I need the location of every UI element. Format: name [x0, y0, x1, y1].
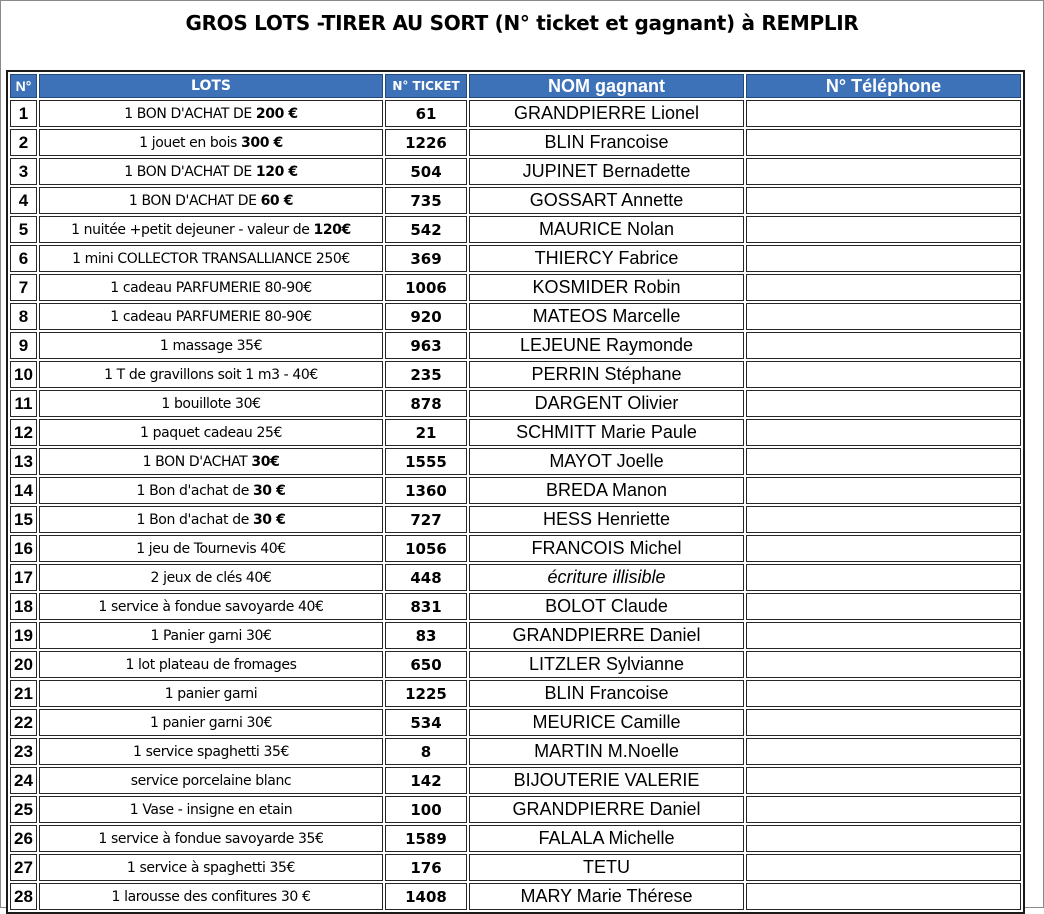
- prize-cell: [39, 825, 383, 852]
- row-number: 7: [10, 274, 37, 301]
- row-number: 11: [10, 390, 37, 417]
- header-nom-gagnant: NOM gagnant: [469, 74, 744, 98]
- row-number: 10: [10, 361, 37, 388]
- ticket-number: 61: [385, 100, 467, 127]
- prize-cell: [39, 767, 383, 794]
- header-row: [10, 74, 1021, 98]
- row-number: 22: [10, 709, 37, 736]
- phone-number-cell[interactable]: [746, 361, 1021, 388]
- ticket-number: 1360: [385, 477, 467, 504]
- prize-cell: [39, 158, 383, 185]
- table-row: [10, 506, 1021, 533]
- table-row: [10, 332, 1021, 359]
- prize-label: 1 jouet en bois: [139, 134, 242, 151]
- ticket-number: 735: [385, 187, 467, 214]
- winner-name: MATEOS Marcelle: [469, 303, 744, 330]
- prize-label: 1 Bon d'achat de: [136, 511, 253, 528]
- phone-number-cell[interactable]: [746, 738, 1021, 765]
- page-title: GROS LOTS -TIRER AU SORT (N° ticket et gagnant) à REMPLIR: [185, 11, 859, 35]
- row-number: 12: [10, 419, 37, 446]
- prize-cell: [39, 100, 383, 127]
- prize-cell: [39, 448, 383, 475]
- row-number: 9: [10, 332, 37, 359]
- phone-number-cell[interactable]: [746, 796, 1021, 823]
- prize-cell: [39, 564, 383, 591]
- winner-name: LITZLER Sylvianne: [469, 651, 744, 678]
- phone-number-cell[interactable]: [746, 622, 1021, 649]
- table-row: [10, 303, 1021, 330]
- table-row: [10, 448, 1021, 475]
- prize-label: 1 paquet cadeau 25€: [140, 424, 282, 441]
- table-row: [10, 361, 1021, 388]
- table-row: [10, 738, 1021, 765]
- winner-name: FALALA Michelle: [469, 825, 744, 852]
- ticket-number: 542: [385, 216, 467, 243]
- phone-number-cell[interactable]: [746, 651, 1021, 678]
- prize-label: 1 Bon d'achat de: [136, 482, 253, 499]
- prize-label: 1 Vase - insigne en etain: [129, 801, 293, 818]
- phone-number-cell[interactable]: [746, 825, 1021, 852]
- prize-label: 1 BON D'ACHAT DE: [128, 192, 261, 209]
- prize-cell: [39, 709, 383, 736]
- table-body: [10, 100, 1021, 910]
- winner-name: MAYOT Joelle: [469, 448, 744, 475]
- winner-name: HESS Henriette: [469, 506, 744, 533]
- prize-amount: 300 €: [241, 134, 283, 151]
- winners-table: [6, 70, 1025, 914]
- row-number: 23: [10, 738, 37, 765]
- ticket-number: 1226: [385, 129, 467, 156]
- prize-cell: [39, 390, 383, 417]
- prize-label: 1 mini COLLECTOR TRANSALLIANCE 250€: [72, 250, 350, 267]
- prize-cell: [39, 419, 383, 446]
- table-row: [10, 593, 1021, 620]
- prize-cell: [39, 303, 383, 330]
- row-number: 28: [10, 883, 37, 910]
- table-row: [10, 419, 1021, 446]
- winner-name: FRANCOIS Michel: [469, 535, 744, 562]
- table-row: [10, 390, 1021, 417]
- table-row: [10, 767, 1021, 794]
- prize-label: 1 service spaghetti 35€: [133, 743, 289, 760]
- winner-name: PERRIN Stéphane: [469, 361, 744, 388]
- table-row: [10, 100, 1021, 127]
- table-row: [10, 158, 1021, 185]
- prize-amount: 30€: [251, 453, 280, 470]
- ticket-number: 369: [385, 245, 467, 272]
- header-telephone: N° Téléphone: [746, 74, 1021, 98]
- prize-label: 1 nuitée +petit dejeuner - valeur de: [71, 221, 314, 238]
- row-number: 5: [10, 216, 37, 243]
- phone-number-cell[interactable]: [746, 245, 1021, 272]
- prize-label: 1 panier garni 30€: [149, 714, 273, 731]
- prize-cell: [39, 245, 383, 272]
- prize-label: 1 cadeau PARFUMERIE 80-90€: [110, 308, 312, 325]
- row-number: 6: [10, 245, 37, 272]
- winner-name: MAURICE Nolan: [469, 216, 744, 243]
- ticket-number: 1225: [385, 680, 467, 707]
- ticket-number: 176: [385, 854, 467, 881]
- ticket-number: 235: [385, 361, 467, 388]
- winner-name: GRANDPIERRE Lionel: [469, 100, 744, 127]
- row-number: 3: [10, 158, 37, 185]
- winner-name: MEURICE Camille: [469, 709, 744, 736]
- row-number: 1: [10, 100, 37, 127]
- ticket-number: 534: [385, 709, 467, 736]
- prize-label: 1 cadeau PARFUMERIE 80-90€: [110, 279, 312, 296]
- row-number: 24: [10, 767, 37, 794]
- row-number: 20: [10, 651, 37, 678]
- prize-amount: 30 €: [252, 511, 286, 528]
- phone-number-cell[interactable]: [746, 100, 1021, 127]
- row-number: 15: [10, 506, 37, 533]
- prize-label: 1 lot plateau de fromages: [125, 656, 297, 673]
- prize-label: 1 T de gravillons soit 1 m3 - 40€: [104, 366, 318, 383]
- table-row: [10, 825, 1021, 852]
- winner-name: MARTIN M.Noelle: [469, 738, 744, 765]
- phone-number-cell[interactable]: [746, 390, 1021, 417]
- header-num: N°: [10, 74, 37, 98]
- ticket-number: 1006: [385, 274, 467, 301]
- prize-label: 1 service à spaghetti 35€: [126, 859, 296, 876]
- ticket-number: 1555: [385, 448, 467, 475]
- table-row: [10, 651, 1021, 678]
- phone-number-cell[interactable]: [746, 303, 1021, 330]
- winner-name: JUPINET Bernadette: [469, 158, 744, 185]
- phone-number-cell[interactable]: [746, 274, 1021, 301]
- ticket-number: 1589: [385, 825, 467, 852]
- winner-name: BLIN Francoise: [469, 680, 744, 707]
- prize-cell: [39, 187, 383, 214]
- row-number: 18: [10, 593, 37, 620]
- winner-name: LEJEUNE Raymonde: [469, 332, 744, 359]
- prize-amount: 60 €: [260, 192, 294, 209]
- phone-number-cell[interactable]: [746, 854, 1021, 881]
- phone-number-cell[interactable]: [746, 535, 1021, 562]
- ticket-number: 878: [385, 390, 467, 417]
- prize-cell: [39, 216, 383, 243]
- table-row: [10, 187, 1021, 214]
- prize-cell: [39, 796, 383, 823]
- phone-number-cell[interactable]: [746, 419, 1021, 446]
- row-number: 21: [10, 680, 37, 707]
- phone-number-cell[interactable]: [746, 129, 1021, 156]
- prize-amount: 120€: [313, 221, 351, 238]
- ticket-number: 448: [385, 564, 467, 591]
- prize-cell: [39, 883, 383, 910]
- prize-cell: [39, 651, 383, 678]
- ticket-number: 21: [385, 419, 467, 446]
- ticket-number: 83: [385, 622, 467, 649]
- prize-cell: [39, 535, 383, 562]
- phone-number-cell[interactable]: [746, 477, 1021, 504]
- prize-cell: [39, 622, 383, 649]
- winner-name: DARGENT Olivier: [469, 390, 744, 417]
- table-row: [10, 680, 1021, 707]
- table-row: [10, 274, 1021, 301]
- prize-cell: [39, 129, 383, 156]
- phone-number-cell[interactable]: [746, 564, 1021, 591]
- prize-amount: 30 €: [252, 482, 286, 499]
- prize-cell: [39, 680, 383, 707]
- prize-label: 2 jeux de clés 40€: [150, 569, 272, 586]
- prize-label: 1 BON D'ACHAT DE: [124, 163, 256, 180]
- winner-name: KOSMIDER Robin: [469, 274, 744, 301]
- table-row: [10, 883, 1021, 910]
- ticket-number: 650: [385, 651, 467, 678]
- prize-label: 1 larousse des confitures 30 €: [111, 888, 311, 905]
- phone-number-cell[interactable]: [746, 187, 1021, 214]
- row-number: 4: [10, 187, 37, 214]
- row-number: 17: [10, 564, 37, 591]
- prize-label: 1 panier garni: [164, 685, 258, 702]
- prize-label: 1 Panier garni 30€: [150, 627, 272, 644]
- prize-label: 1 service à fondue savoyarde 35€: [98, 830, 324, 847]
- ticket-number: 1056: [385, 535, 467, 562]
- ticket-number: 920: [385, 303, 467, 330]
- prize-label: 1 BON D'ACHAT DE: [124, 105, 256, 122]
- phone-number-cell[interactable]: [746, 767, 1021, 794]
- ticket-number: 727: [385, 506, 467, 533]
- prize-cell: [39, 274, 383, 301]
- ticket-number: 8: [385, 738, 467, 765]
- phone-number-cell[interactable]: [746, 883, 1021, 910]
- prize-label: 1 bouillote 30€: [161, 395, 261, 412]
- table-row: [10, 796, 1021, 823]
- prize-label: 1 service à fondue savoyarde 40€: [98, 598, 324, 615]
- table-row: [10, 709, 1021, 736]
- row-number: 25: [10, 796, 37, 823]
- phone-number-cell[interactable]: [746, 680, 1021, 707]
- table-row: [10, 564, 1021, 591]
- table-row: [10, 245, 1021, 272]
- winner-name: GRANDPIERRE Daniel: [469, 622, 744, 649]
- row-number: 14: [10, 477, 37, 504]
- prize-cell: [39, 477, 383, 504]
- winner-name: TETU: [469, 854, 744, 881]
- table-row: [10, 854, 1021, 881]
- table-row: [10, 129, 1021, 156]
- prize-cell: [39, 854, 383, 881]
- row-number: 2: [10, 129, 37, 156]
- prize-cell: [39, 506, 383, 533]
- row-number: 26: [10, 825, 37, 852]
- prize-label: 1 BON D'ACHAT: [142, 453, 252, 470]
- row-number: 13: [10, 448, 37, 475]
- winner-name: THIERCY Fabrice: [469, 245, 744, 272]
- prize-amount: 200 €: [255, 105, 298, 122]
- winner-name: GOSSART Annette: [469, 187, 744, 214]
- prize-label: 1 jeu de Tournevis 40€: [136, 540, 286, 557]
- prize-cell: [39, 332, 383, 359]
- phone-number-cell[interactable]: [746, 216, 1021, 243]
- winner-name: GRANDPIERRE Daniel: [469, 796, 744, 823]
- phone-number-cell[interactable]: [746, 332, 1021, 359]
- table-row: [10, 216, 1021, 243]
- winner-name: écriture illisible: [469, 564, 744, 591]
- winner-name: SCHMITT Marie Paule: [469, 419, 744, 446]
- header-ticket: N° TICKET: [385, 74, 467, 98]
- phone-number-cell[interactable]: [746, 709, 1021, 736]
- prize-cell: [39, 738, 383, 765]
- winner-name: BREDA Manon: [469, 477, 744, 504]
- table-row: [10, 477, 1021, 504]
- header-lots: LOTS: [39, 74, 383, 98]
- winner-name: BOLOT Claude: [469, 593, 744, 620]
- winner-name: BLIN Francoise: [469, 129, 744, 156]
- winner-name: MARY Marie Thérese: [469, 883, 744, 910]
- row-number: 27: [10, 854, 37, 881]
- phone-number-cell[interactable]: [746, 593, 1021, 620]
- ticket-number: 100: [385, 796, 467, 823]
- prize-cell: [39, 593, 383, 620]
- phone-number-cell[interactable]: [746, 448, 1021, 475]
- phone-number-cell[interactable]: [746, 158, 1021, 185]
- ticket-number: 963: [385, 332, 467, 359]
- ticket-number: 831: [385, 593, 467, 620]
- ticket-number: 142: [385, 767, 467, 794]
- prize-cell: [39, 361, 383, 388]
- table-row: [10, 622, 1021, 649]
- row-number: 19: [10, 622, 37, 649]
- row-number: 16: [10, 535, 37, 562]
- winner-name: BIJOUTERIE VALERIE: [469, 767, 744, 794]
- table-row: [10, 535, 1021, 562]
- ticket-number: 1408: [385, 883, 467, 910]
- row-number: 8: [10, 303, 37, 330]
- prize-amount: 120 €: [255, 163, 298, 180]
- prize-label: 1 massage 35€: [159, 337, 263, 354]
- prize-label: service porcelaine blanc: [130, 772, 292, 789]
- ticket-number: 504: [385, 158, 467, 185]
- phone-number-cell[interactable]: [746, 506, 1021, 533]
